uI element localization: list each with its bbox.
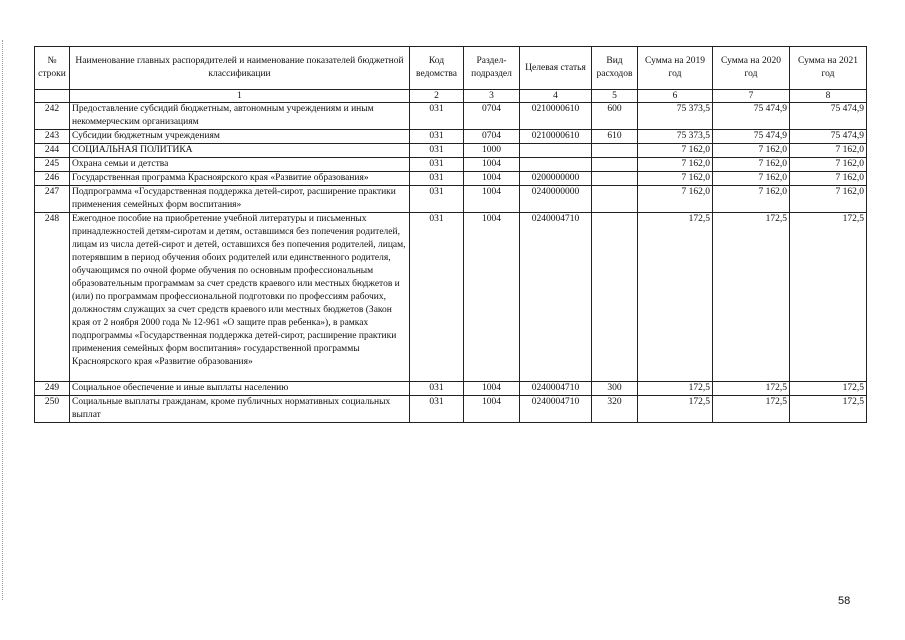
row-name: Ежегодное пособие на приобретение учебной литературы и письменных принадлежностей детям-сиротам и детям, оставшимся без попечения родителей, лицам из числа детей-сирот и детей, оставшихся без попечения родителей, лицам, потерявшим в период обучения обоих родителей или единственного родителя, обучающимся по очной форме обучения по основным профессиональным образовательным программам за счет средств краевого или местных бюджетов и (или) по программам профессиональной подготовки по профессиям рабочих, должностям служащих за счет средств краевого или местных бюджетов (Закон края от 2 ноября 2000 года № 12-961 «О защите прав ребенка»), в рамках подпрограммы «Государственная поддержка детей-сирот, расширение практики применения семейных форм воспитания» государственной программы Красноярского края «Развитие образования» <box>70 213 410 382</box>
row-target-item: 0240004710 <box>520 382 592 396</box>
row-sum-2021: 75 474,9 <box>790 130 867 144</box>
row-sum-2020: 172,5 <box>713 382 790 396</box>
row-sum-2019: 7 162,0 <box>638 158 713 172</box>
row-number: 246 <box>35 172 70 186</box>
header-sum-2019: Сумма на 2019 год <box>638 47 713 90</box>
row-number: 248 <box>35 213 70 382</box>
header-expense-type: Вид расходов <box>592 47 638 90</box>
table-header-row <box>35 47 867 90</box>
row-department-code: 031 <box>410 158 464 172</box>
row-section: 0704 <box>464 130 520 144</box>
row-sum-2021: 172,5 <box>790 382 867 396</box>
column-number: 1 <box>70 90 410 103</box>
column-number: 7 <box>713 90 790 103</box>
row-name: Социальные выплаты гражданам, кроме публичных нормативных социальных выплат <box>70 396 410 423</box>
row-sum-2020: 7 162,0 <box>713 186 790 213</box>
table-row <box>35 158 867 172</box>
row-name: Подпрограмма «Государственная поддержка детей-сирот, расширение практики применения семейных форм воспитания» <box>70 186 410 213</box>
table-row <box>35 130 867 144</box>
row-target-item: 0200000000 <box>520 172 592 186</box>
row-name: Охрана семьи и детства <box>70 158 410 172</box>
row-sum-2020: 172,5 <box>713 396 790 423</box>
row-target-item: 0210000610 <box>520 103 592 130</box>
row-sum-2019: 75 373,5 <box>638 130 713 144</box>
table-row <box>35 382 867 396</box>
row-section: 1004 <box>464 396 520 423</box>
row-name: Социальное обеспечение и иные выплаты населению <box>70 382 410 396</box>
row-sum-2020: 7 162,0 <box>713 144 790 158</box>
table-row <box>35 396 867 423</box>
row-sum-2020: 75 474,9 <box>713 130 790 144</box>
row-expense-type: 320 <box>592 396 638 423</box>
row-section: 1000 <box>464 144 520 158</box>
row-sum-2021: 172,5 <box>790 396 867 423</box>
column-number <box>35 90 70 103</box>
row-number: 247 <box>35 186 70 213</box>
scan-margin-dots <box>2 40 4 600</box>
table-row <box>35 213 867 382</box>
row-sum-2021: 172,5 <box>790 213 867 382</box>
row-sum-2019: 7 162,0 <box>638 144 713 158</box>
row-expense-type <box>592 172 638 186</box>
row-sum-2019: 172,5 <box>638 213 713 382</box>
row-target-item: 0240004710 <box>520 213 592 382</box>
row-sum-2019: 172,5 <box>638 396 713 423</box>
row-target-item: 0240000000 <box>520 186 592 213</box>
column-number: 6 <box>638 90 713 103</box>
row-sum-2019: 172,5 <box>638 382 713 396</box>
row-department-code: 031 <box>410 382 464 396</box>
header-target-item: Целевая статья <box>520 47 592 90</box>
column-number: 8 <box>790 90 867 103</box>
row-section: 1004 <box>464 158 520 172</box>
row-expense-type <box>592 213 638 382</box>
row-department-code: 031 <box>410 172 464 186</box>
row-department-code: 031 <box>410 144 464 158</box>
row-sum-2020: 172,5 <box>713 213 790 382</box>
row-sum-2020: 7 162,0 <box>713 158 790 172</box>
row-expense-type <box>592 144 638 158</box>
row-section: 1004 <box>464 172 520 186</box>
column-number: 5 <box>592 90 638 103</box>
table-row <box>35 186 867 213</box>
table-row <box>35 103 867 130</box>
row-sum-2020: 7 162,0 <box>713 172 790 186</box>
column-number: 4 <box>520 90 592 103</box>
row-expense-type <box>592 158 638 172</box>
row-department-code: 031 <box>410 186 464 213</box>
row-number: 249 <box>35 382 70 396</box>
header-row-number: № строки <box>35 47 70 90</box>
row-target-item: 0240004710 <box>520 396 592 423</box>
header-sum-2021: Сумма на 2021 год <box>790 47 867 90</box>
row-section: 1004 <box>464 213 520 382</box>
row-sum-2021: 7 162,0 <box>790 144 867 158</box>
row-section: 0704 <box>464 103 520 130</box>
row-name: Субсидии бюджетным учреждениям <box>70 130 410 144</box>
row-expense-type <box>592 186 638 213</box>
row-section: 1004 <box>464 186 520 213</box>
row-expense-type: 600 <box>592 103 638 130</box>
row-sum-2021: 7 162,0 <box>790 158 867 172</box>
row-expense-type: 610 <box>592 130 638 144</box>
header-department-code: Код ведомства <box>410 47 464 90</box>
header-section: Раздел-подраздел <box>464 47 520 90</box>
row-expense-type: 300 <box>592 382 638 396</box>
row-department-code: 031 <box>410 103 464 130</box>
row-sum-2021: 7 162,0 <box>790 172 867 186</box>
table-body <box>35 103 867 423</box>
row-number: 250 <box>35 396 70 423</box>
row-sum-2019: 7 162,0 <box>638 172 713 186</box>
row-sum-2020: 75 474,9 <box>713 103 790 130</box>
row-department-code: 031 <box>410 396 464 423</box>
row-number: 244 <box>35 144 70 158</box>
row-name: Государственная программа Красноярского края «Развитие образования» <box>70 172 410 186</box>
budget-table <box>34 46 867 423</box>
header-sum-2020: Сумма на 2020 год <box>713 47 790 90</box>
row-number: 242 <box>35 103 70 130</box>
row-target-item <box>520 158 592 172</box>
table-row <box>35 144 867 158</box>
header-name: Наименование главных распорядителей и наименование показателей бюджетной классификации <box>70 47 410 90</box>
row-section: 1004 <box>464 382 520 396</box>
row-name: Предоставление субсидий бюджетным, автономным учреждениям и иным некоммерческим организациям <box>70 103 410 130</box>
row-sum-2019: 75 373,5 <box>638 103 713 130</box>
page-number: 58 <box>838 595 851 607</box>
row-department-code: 031 <box>410 213 464 382</box>
table-row <box>35 172 867 186</box>
row-number: 245 <box>35 158 70 172</box>
column-number: 3 <box>464 90 520 103</box>
row-sum-2021: 7 162,0 <box>790 186 867 213</box>
column-number-row <box>35 90 867 103</box>
column-number: 2 <box>410 90 464 103</box>
row-name: СОЦИАЛЬНАЯ ПОЛИТИКА <box>70 144 410 158</box>
row-target-item <box>520 144 592 158</box>
row-number: 243 <box>35 130 70 144</box>
row-sum-2019: 7 162,0 <box>638 186 713 213</box>
row-department-code: 031 <box>410 130 464 144</box>
row-target-item: 0210000610 <box>520 130 592 144</box>
row-sum-2021: 75 474,9 <box>790 103 867 130</box>
